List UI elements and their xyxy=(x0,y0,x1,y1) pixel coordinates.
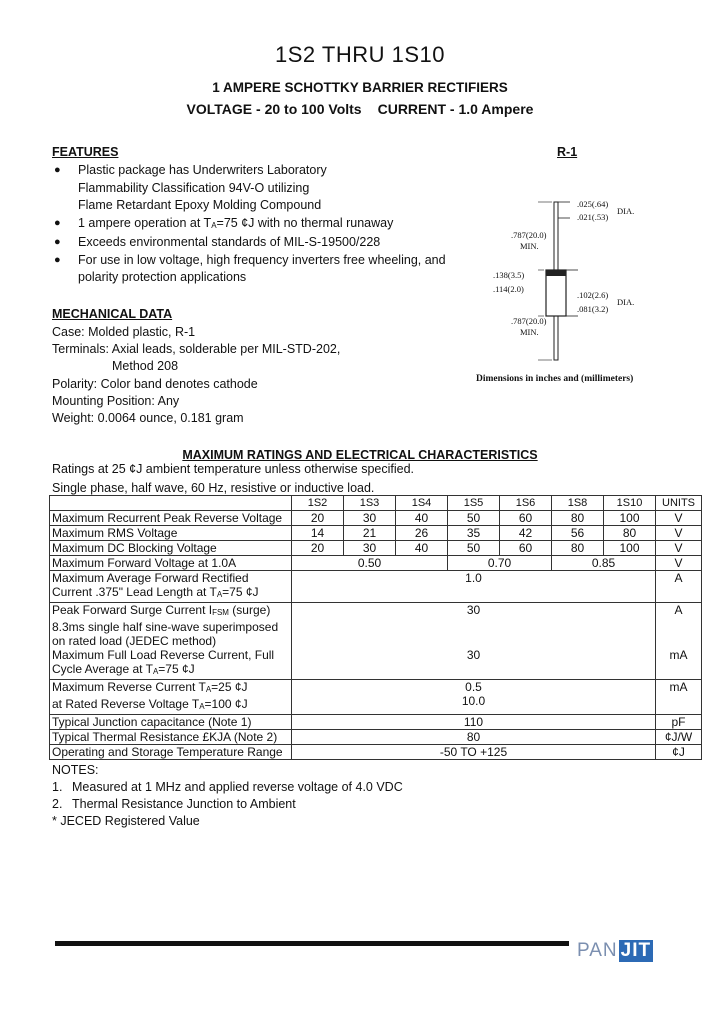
footer-rule xyxy=(55,941,569,946)
features-list xyxy=(52,162,452,287)
body-dia-label: DIA. xyxy=(617,297,635,307)
lower-lead xyxy=(554,316,558,360)
table-row: Maximum Average Forward Rectified Current .375" Lead Length at TA=75 ¢J 1.0 A xyxy=(50,571,702,603)
feature-item-continued: polarity protection applications xyxy=(78,270,247,284)
brand-logo: PAN JIT xyxy=(577,940,652,961)
column-header: UNITS xyxy=(656,496,702,511)
column-header: 1S5 xyxy=(448,496,500,511)
table-header-row xyxy=(50,496,702,511)
table-row: Operating and Storage Temperature Range -50 TO +125 ¢J xyxy=(50,745,702,760)
method-line: Method 208 xyxy=(112,359,179,374)
specifications-table xyxy=(49,495,702,760)
table-row: Maximum RMS Voltage 14 21 26 35 42 56 80 V xyxy=(50,526,702,541)
table-row: Maximum Recurrent Peak Reverse Voltage 20 30 40 50 60 80 100 V xyxy=(50,511,702,526)
column-header: 1S4 xyxy=(396,496,448,511)
features-heading: FEATURES xyxy=(52,145,119,159)
polarity-line: Polarity: Color band denotes cathode xyxy=(52,376,258,391)
note-3: * JECED Registered Value xyxy=(52,814,200,828)
note-1: 1. Measured at 1 MHz and applied reverse voltage of 4.0 VDC xyxy=(52,780,403,794)
cathode-band xyxy=(546,270,566,276)
column-header: 1S6 xyxy=(500,496,552,511)
ratings-note-1: Ratings at 25 ¢J ambient temperature unless otherwise specified. xyxy=(52,462,414,476)
bullet-icon: ● xyxy=(54,216,61,229)
table-row: Typical Thermal Resistance £KJA (Note 2) 80 ¢J/W xyxy=(50,730,702,745)
terminals-line: Terminals: Axial leads, solderable per MIL-STD-202, xyxy=(52,342,341,357)
product-subtitle: 1 AMPERE SCHOTTKY BARRIER RECTIFIERS xyxy=(212,80,508,95)
dimensions-caption: Dimensions in inches and (millimeters) xyxy=(476,374,634,384)
feature-item-continued: Flammability Classification 94V-O utilizing xyxy=(78,180,310,195)
bullet-icon: ● xyxy=(54,253,61,266)
feature-item-continued: Flame Retardant Epoxy Molding Compound xyxy=(78,198,322,212)
case-line: Case: Molded plastic, R-1 xyxy=(52,325,196,339)
package-label: R-1 xyxy=(557,145,578,159)
table-row: Maximum Forward Voltage at 1.0A 0.50 0.70 0.85 V xyxy=(50,556,702,571)
body-dia-min: .081(3.2) xyxy=(577,304,609,314)
note-2: 2. Thermal Resistance Junction to Ambient xyxy=(52,797,296,811)
feature-item: ● Exceeds environmental standards of MIL-S-19500/228 xyxy=(52,234,452,252)
lead-dia-label: DIA. xyxy=(617,206,635,216)
column-header: 1S8 xyxy=(552,496,604,511)
column-header: 1S2 xyxy=(292,496,344,511)
voltage-range: VOLTAGE - 20 to 100 Volts xyxy=(186,101,362,117)
lower-lead-min: MIN. xyxy=(520,327,539,337)
ratings-heading: MAXIMUM RATINGS AND ELECTRICAL CHARACTERISTICS xyxy=(182,448,538,462)
column-header: 1S3 xyxy=(344,496,396,511)
bullet-icon: ● xyxy=(54,164,61,176)
column-header: 1S10 xyxy=(604,496,656,511)
body-dia-max: .102(2.6) xyxy=(577,290,609,300)
current-rating: CURRENT - 1.0 Ampere xyxy=(377,101,534,117)
mechanical-data xyxy=(52,324,382,427)
voltage-current-line xyxy=(0,101,720,117)
upper-lead xyxy=(554,202,558,270)
table-row: Maximum Reverse Current TA=25 ¢J at Rated Reverse Voltage TA=100 ¢J 0.5 10.0 mA xyxy=(50,680,702,715)
feature-item: ● For use in low voltage, high frequency inverters free wheeling, and xyxy=(52,252,452,270)
mechanical-heading: MECHANICAL DATA xyxy=(52,307,173,321)
body-length-max: .138(3.5) xyxy=(493,270,525,280)
diode-body xyxy=(546,270,566,316)
table-row: Maximum DC Blocking Voltage 20 30 40 50 60 80 100 V xyxy=(50,541,702,556)
lower-lead-length: .787(20.0) xyxy=(511,316,547,326)
upper-lead-min: MIN. xyxy=(520,241,539,251)
page-title: 1S2 THRU 1S10 xyxy=(275,42,445,67)
lead-dia-min: .021(.53) xyxy=(577,212,609,222)
feature-item: ● 1 ampere operation at TA=75 ¢J with no thermal runaway xyxy=(52,215,452,235)
mounting-line: Mounting Position: Any xyxy=(52,393,180,408)
diode-outline-drawing xyxy=(480,190,660,370)
notes-section xyxy=(52,762,552,830)
weight-line: Weight: 0.0064 ounce, 0.181 gram xyxy=(52,411,244,426)
body-length-min: .114(2.0) xyxy=(493,284,524,294)
bullet-icon: ● xyxy=(54,236,61,248)
lead-dia-max: .025(.64) xyxy=(577,199,609,209)
table-row: Peak Forward Surge Current IFSM (surge) 8.3ms single half sine-wave superimposed on rated load (JEDEC method) 30 A xyxy=(50,603,702,649)
upper-lead-length: .787(20.0) xyxy=(511,230,547,240)
ratings-note-2: Single phase, half wave, 60 Hz, resistive or inductive load. xyxy=(52,481,375,495)
table-row: Typical Junction capacitance (Note 1) 110 pF xyxy=(50,715,702,730)
feature-item: ● Plastic package has Underwriters Laboratory xyxy=(52,162,452,180)
notes-heading: NOTES: xyxy=(52,763,99,777)
table-row: Maximum Full Load Reverse Current, Full Cycle Average at TA=75 ¢J 30 mA xyxy=(50,648,702,680)
